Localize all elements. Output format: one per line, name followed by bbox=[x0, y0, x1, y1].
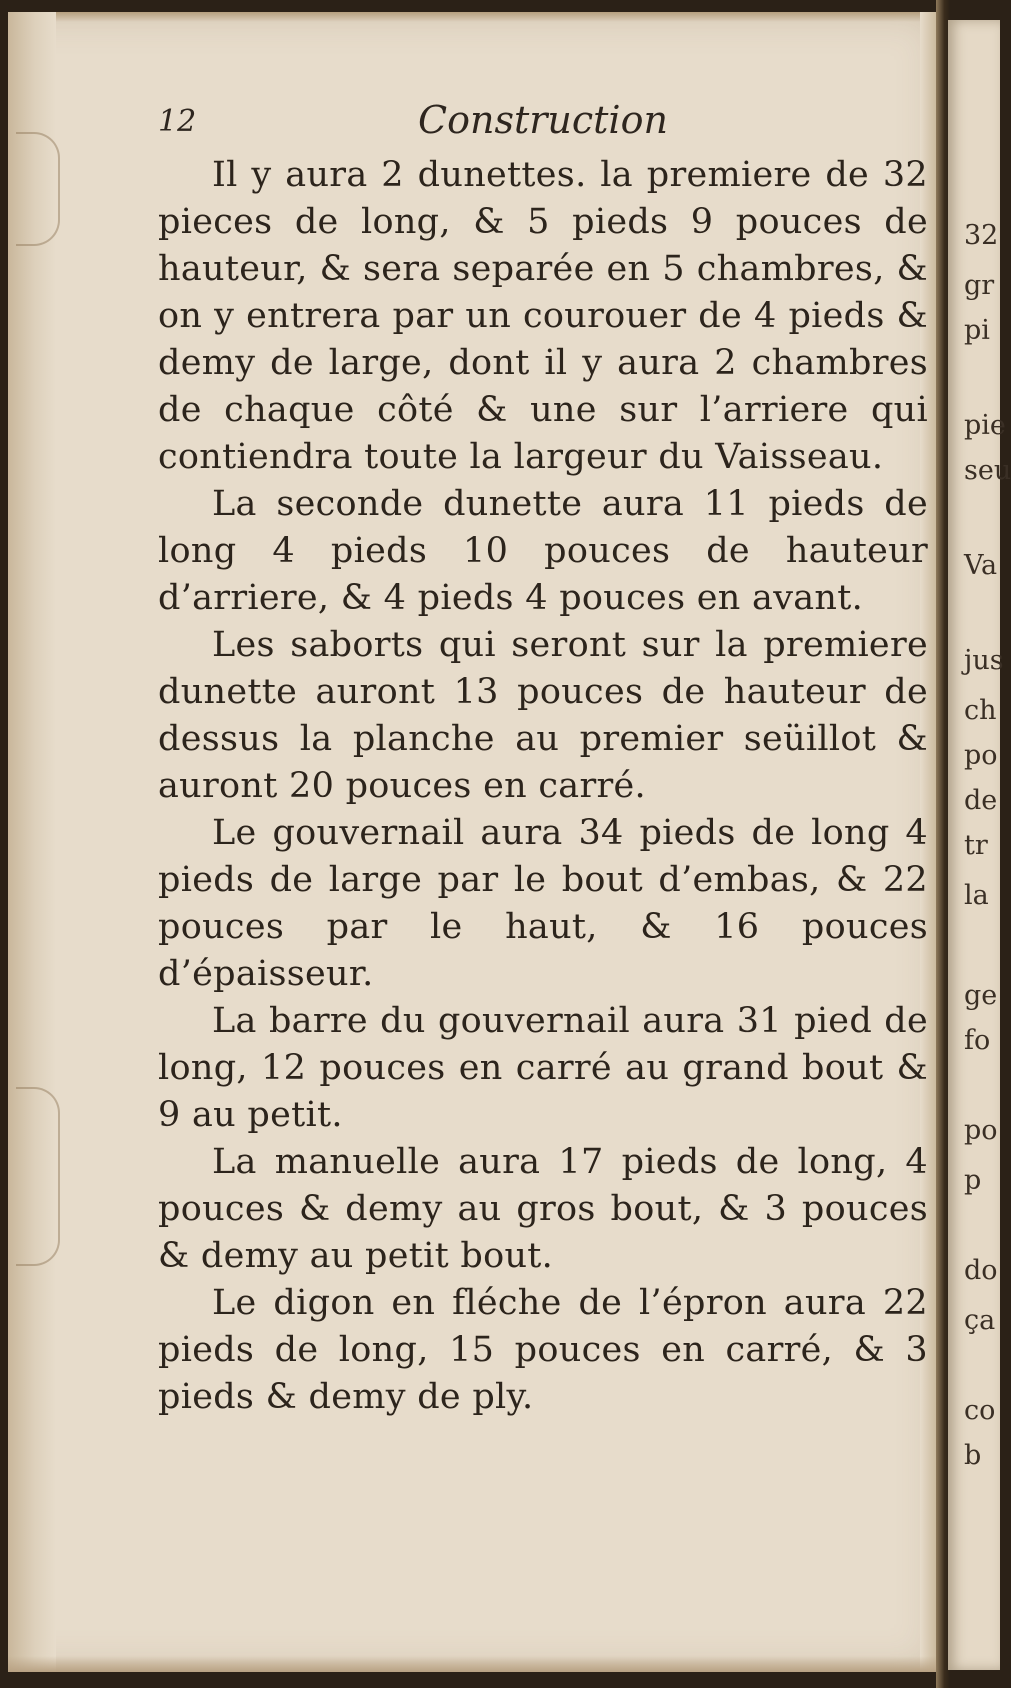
next-page-fragment: po bbox=[964, 1115, 998, 1146]
next-page-fragment: gr bbox=[964, 270, 995, 301]
paragraph: Il y aura 2 dunettes. la premiere de 32 pieces de long, & 5 pieds 9 pouces de hauteur, & sera separée en 5 chambres, & on y entrera par un courouer de 4 pieds & demy de large, dont il y aura 2 chambres de chaque côté & une sur l’arriere qui contiendra toute la largeur du Vaisseau. bbox=[158, 155, 928, 477]
next-page-fragment: de bbox=[964, 785, 998, 816]
paragraph: La barre du gouvernail aura 31 pied de long, 12 pouces en carré au grand bout & 9 au petit. bbox=[158, 1001, 928, 1135]
page-header bbox=[158, 98, 928, 152]
page-text-block bbox=[158, 98, 928, 1421]
next-page-fragment: ge bbox=[964, 980, 998, 1011]
next-page-fragment: jus bbox=[964, 645, 1004, 676]
paragraph: La manuelle aura 17 pieds de long, 4 pouces & demy au gros bout, & 3 pouces & demy au petit bout. bbox=[158, 1142, 928, 1276]
next-page-fragment: seu bbox=[964, 455, 1011, 486]
paragraph: La seconde dunette aura 11 pieds de long 4 pieds 10 pouces de hauteur d’arriere, & 4 pieds 4 pouces en avant. bbox=[158, 484, 928, 618]
next-page-fragment: po bbox=[964, 740, 998, 771]
paragraph: Le digon en fléche de l’épron aura 22 pieds de long, 15 pouces en carré, & 3 pieds & demy de ply. bbox=[158, 1283, 928, 1417]
page-left-edge bbox=[8, 12, 56, 1672]
paragraph: Le gouvernail aura 34 pieds de long 4 pieds de large par le bout d’embas, & 22 pouces par le haut, & 16 pouces d’épaisseur. bbox=[158, 813, 928, 994]
paragraph: Les saborts qui seront sur la premiere dunette auront 13 pouces de hauteur de dessus la planche au premier seüillot & auront 20 pouces en carré. bbox=[158, 625, 928, 806]
page-edge-fold-top bbox=[16, 132, 60, 246]
page-edge-fold-bottom bbox=[16, 1087, 60, 1266]
next-page-fragment: 32 bbox=[964, 220, 999, 251]
next-page-fragment: la bbox=[964, 880, 989, 911]
next-page-fragment: co bbox=[964, 1395, 996, 1426]
next-page-fragment: ça bbox=[964, 1305, 996, 1336]
next-page-fragment: fo bbox=[964, 1025, 991, 1056]
next-page-fragment: pie bbox=[964, 410, 1006, 441]
next-page-fragment: do bbox=[964, 1255, 998, 1286]
page-number: 12 bbox=[158, 104, 197, 139]
running-head: Construction bbox=[418, 98, 668, 142]
next-page-fragment: tr bbox=[964, 830, 988, 861]
page-bottom-edge bbox=[8, 1656, 938, 1672]
next-page-fragment: pi bbox=[964, 315, 990, 346]
next-page-fragment: Va bbox=[964, 550, 998, 581]
next-page-fragment: b bbox=[964, 1440, 982, 1471]
next-page-fragment: p bbox=[964, 1165, 982, 1196]
page-top-edge bbox=[8, 12, 938, 22]
next-page-strip bbox=[948, 20, 1011, 1670]
next-page-fragment: ch bbox=[964, 695, 997, 726]
